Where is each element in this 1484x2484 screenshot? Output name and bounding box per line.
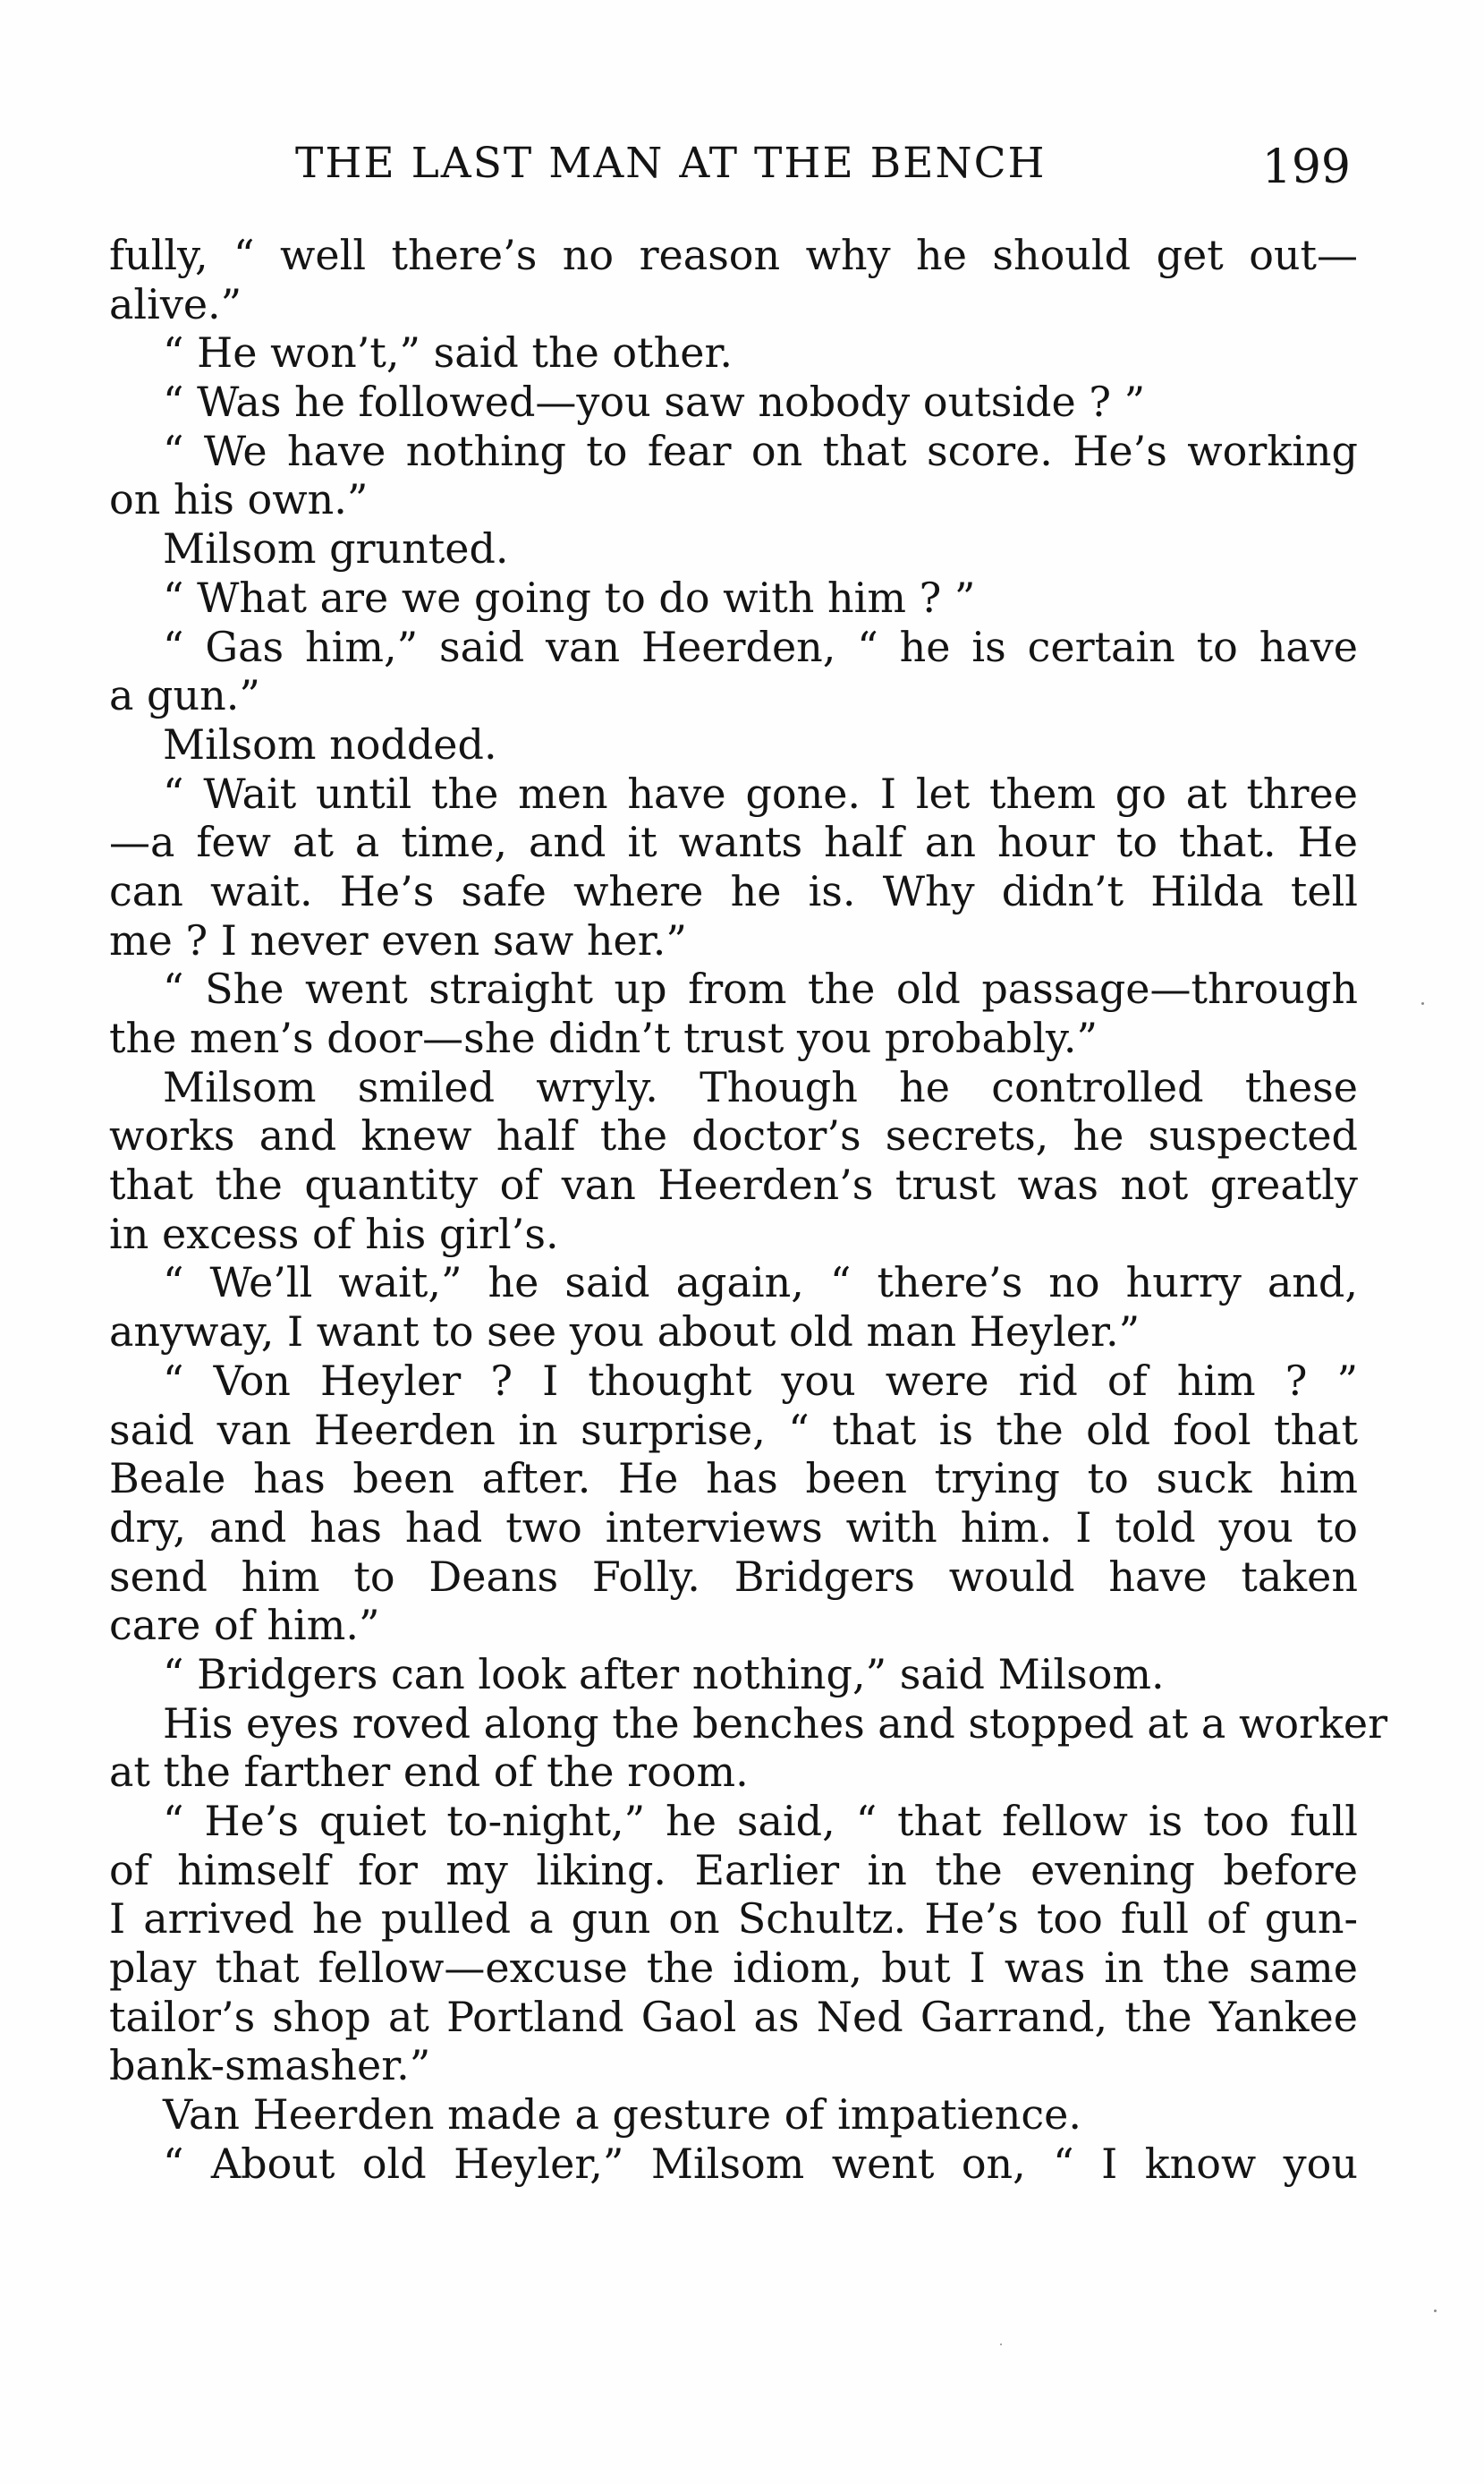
text-line: the men’s door—she didn’t trust you probably.”	[109, 1014, 1098, 1062]
text-line: play that fellow—excuse the idiom, but I was in the same	[109, 1944, 1358, 1993]
paper-speck	[1421, 1002, 1424, 1005]
text-line: of himself for my liking. Earlier in the evening before	[109, 1845, 1358, 1894]
text-line: at the farther end of the room.	[109, 1748, 749, 1797]
text-line: “ We have nothing to fear on that score. He’s working	[163, 426, 1358, 475]
text-line: on his own.”	[109, 475, 369, 524]
text-line: “ Was he followed—you saw nobody outside ? ”	[163, 378, 1146, 427]
text-line: “ She went straight up from the old passage—through	[163, 965, 1358, 1014]
text-line: “ About old Heyler,” Milsom went on, “ I know you	[163, 2139, 1358, 2188]
text-line: care of him.”	[109, 1601, 380, 1650]
text-line: works and knew half the doctor’s secrets, he suspected	[109, 1111, 1358, 1161]
paper-speck	[1000, 2344, 1002, 2345]
text-line: anyway, I want to see you about old man Heyler.”	[109, 1307, 1141, 1357]
text-line: Milsom nodded.	[163, 719, 497, 769]
text-line: tailor’s shop at Portland Gaol as Ned Garrand, the Yankee	[109, 1992, 1358, 2041]
text-line: Milsom smiled wryly. Though he controlled these	[163, 1062, 1358, 1111]
text-line: that the quantity of van Heerden’s trust was not greatly	[109, 1161, 1358, 1210]
text-line: Van Heerden made a gesture of impatience.	[163, 2090, 1081, 2139]
text-line: me ? I never even saw her.”	[109, 915, 687, 965]
page-number: 199	[1261, 140, 1351, 194]
text-line: “ Gas him,” said van Heerden, “ he is certain to have	[163, 622, 1358, 671]
text-line: bank-smasher.”	[109, 2041, 431, 2090]
text-line: can wait. He’s safe where he is. Why didn’t Hilda tell	[109, 866, 1358, 915]
text-line: dry, and has had two interviews with him. I told you to	[109, 1502, 1358, 1552]
text-line: “ What are we going to do with him ? ”	[163, 573, 976, 622]
paper-speck	[1434, 2310, 1437, 2312]
text-line: “ Bridgers can look after nothing,” said Milsom.	[163, 1649, 1165, 1698]
text-line: Beale has been after. He has been trying to suck him	[109, 1454, 1358, 1503]
text-line: “ He’s quiet to-night,” he said, “ that fellow is too full	[163, 1797, 1358, 1845]
text-line: —a few at a time, and it wants half an hour to that. He	[109, 818, 1358, 867]
text-line: in excess of his girl’s.	[109, 1209, 559, 1258]
text-line: send him to Deans Folly. Bridgers would have taken	[109, 1552, 1358, 1601]
text-line: said van Heerden in surprise, “ that is the old fool that	[109, 1405, 1358, 1454]
text-line: “ Wait until the men have gone. I let them go at three	[163, 769, 1358, 818]
text-line: “ We’ll wait,” he said again, “ there’s no hurry and,	[163, 1258, 1358, 1307]
text-line: “ He won’t,” said the other.	[163, 328, 734, 378]
text-line: fully, “ well there’s no reason why he should get out—	[109, 231, 1358, 279]
text-line: a gun.”	[109, 671, 260, 720]
text-line: alive.”	[109, 279, 242, 328]
body-text	[109, 231, 1388, 2189]
text-line: “ Von Heyler ? I thought you were rid of him ? ”	[163, 1356, 1358, 1405]
text-line: I arrived he pulled a gun on Schultz. He’s too full of gun-	[109, 1894, 1358, 1944]
text-line: Milsom grunted.	[163, 524, 509, 574]
running-head: THE LAST MAN AT THE BENCH	[295, 139, 1047, 188]
text-line: His eyes roved along the benches and stopped at a worker	[163, 1698, 1388, 1748]
